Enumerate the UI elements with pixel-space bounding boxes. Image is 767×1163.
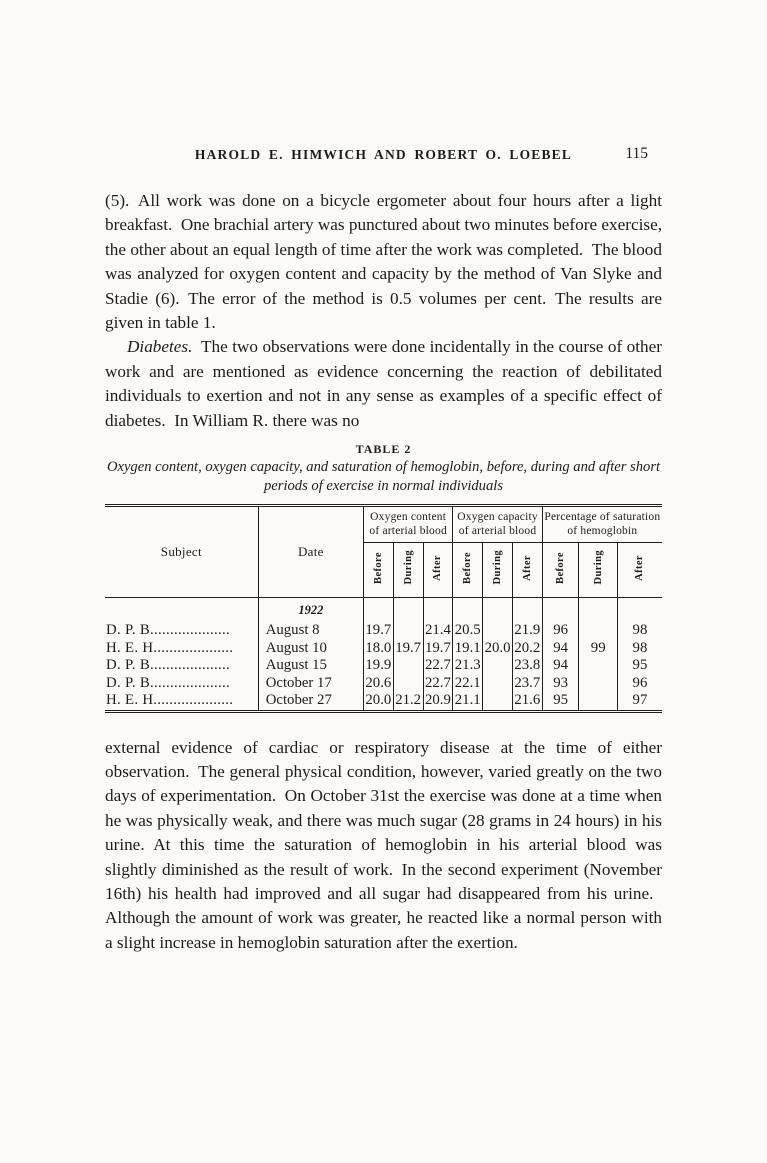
value-cell: 20.2	[514, 639, 541, 656]
table-row	[105, 675, 662, 693]
subcolumn-header-before: Before	[453, 543, 483, 598]
value-cell: 20.0	[484, 639, 511, 656]
year-cell: 1922	[258, 598, 363, 623]
subcolumn-header-during: During	[483, 543, 513, 598]
value-cell	[393, 622, 423, 640]
value-cell: 19.7	[424, 639, 451, 656]
paragraph-methods-text: (5). All work was done on a bicycle ergometer about four hours after a light breakfast. One brachial artery was punctured about two minutes before exercise, the other about an equal length of time after the work was completed. The blood was analyzed for oxygen content and capacity by the method of Van Slyke and Stadie (6). The error of the method is 0.5 volumes per cent. The results are given in table 1.	[105, 191, 662, 333]
paragraph-discussion	[105, 736, 662, 956]
value-cell	[579, 622, 617, 640]
paragraph-diabetes-lead: Diabetes.	[127, 337, 193, 357]
value-cell: 19.9	[365, 657, 392, 674]
empty-cell	[105, 598, 258, 623]
value-cell: 96	[617, 675, 662, 693]
subject-cell: D. P. B....................	[106, 674, 231, 691]
table-row	[105, 692, 662, 711]
value-cell: 19.7	[395, 639, 422, 656]
value-cell: 19.1	[454, 639, 481, 656]
value-cell: 21.9	[514, 622, 541, 639]
results-table	[105, 504, 662, 713]
value-cell: 19.7	[365, 622, 392, 639]
subcolumn-header-during: During	[579, 543, 617, 598]
date-cell: August 15	[258, 657, 363, 675]
table-row-year	[105, 598, 662, 623]
value-cell: 22.1	[454, 674, 481, 691]
date-cell: August 10	[258, 640, 363, 658]
value-cell: 21.2	[393, 692, 423, 711]
subcolumn-header-after: After	[512, 543, 542, 598]
table-label: TABLE 2	[355, 442, 412, 457]
value-cell: 98	[617, 622, 662, 640]
running-head-authors: HAROLD E. HIMWICH AND ROBERT O. LOEBEL	[194, 147, 573, 162]
date-cell: October 27	[258, 692, 363, 711]
subject-cell: H. E. H....................	[106, 639, 234, 656]
value-cell: 20.0	[363, 692, 393, 711]
paragraph-discussion-text: external evidence of cardiac or respiratory disease at the time of either observation. The general physical condition, however, varied greatly on the two days of experimentation. On October 31st the exercise was done at a time when he was physically weak, and there was much sugar (28 grams in 24 hours) in his urine. At this time the saturation of hemoglobin in his arterial blood was slightly diminished as the result of work. In the second experiment (November 16th) his health had improved and all sugar had disappeared from his urine. Although the amount of work was greater, he reacted like a normal person with a slight increase in hemoglobin saturation after the exertion.	[105, 737, 662, 952]
paragraph-diabetes-text: The two observations were done incidentally in the course of other work and are mentioned as evidence concerning the reaction of debilitated individuals to exertion and not in any sense as examples of a specific effect of diabetes. In William R. there was no	[105, 337, 662, 430]
value-cell: 98	[617, 640, 662, 658]
date-cell: August 8	[258, 622, 363, 640]
value-cell	[579, 675, 617, 693]
value-cell	[393, 657, 423, 675]
value-cell: 20.9	[423, 692, 453, 711]
value-cell: 95	[617, 657, 662, 675]
value-cell: 94	[542, 657, 579, 675]
group-header-saturation: Percentage of saturation of hemoglobin	[542, 506, 662, 543]
subject-cell: H. E. H....................	[106, 692, 234, 709]
value-cell: 20.6	[365, 674, 392, 691]
table-row	[105, 622, 662, 640]
value-cell	[483, 622, 513, 640]
subcolumn-header-before: Before	[542, 543, 579, 598]
value-cell	[483, 692, 513, 711]
running-head	[105, 147, 662, 163]
value-cell: 94	[542, 640, 579, 658]
value-cell	[483, 675, 513, 693]
value-cell: 21.1	[453, 692, 483, 711]
value-cell: 22.7	[424, 657, 451, 674]
value-cell	[579, 692, 617, 711]
page-number: 115	[625, 145, 648, 162]
table-row	[105, 657, 662, 675]
value-cell: 96	[542, 622, 579, 640]
value-cell: 97	[617, 692, 662, 711]
subcolumn-header-after: After	[423, 543, 453, 598]
subject-cell: D. P. B....................	[106, 657, 231, 674]
paragraph-diabetes	[105, 335, 662, 433]
subject-cell: D. P. B....................	[106, 622, 231, 639]
group-header-oxygen-capacity: Oxygen capacity of arterial blood	[453, 506, 542, 543]
value-cell: 18.0	[365, 639, 392, 656]
value-cell: 21.4	[424, 622, 451, 639]
value-cell: 93	[542, 675, 579, 693]
value-cell	[393, 675, 423, 693]
paragraph-methods	[105, 189, 662, 335]
column-header-subject: Subject	[105, 506, 258, 598]
value-cell: 21.3	[454, 657, 481, 674]
value-cell: 22.7	[424, 674, 451, 691]
column-header-date: Date	[258, 506, 363, 598]
table-caption: Oxygen content, oxygen capacity, and saturation of hemoglobin, before, during and after short periods of exercise in normal individuals	[106, 459, 661, 494]
group-header-oxygen-content: Oxygen content of arterial blood	[363, 506, 452, 543]
value-cell: 23.7	[514, 674, 541, 691]
value-cell: 95	[542, 692, 579, 711]
value-cell	[483, 657, 513, 675]
subcolumn-header-during: During	[393, 543, 423, 598]
value-cell	[579, 657, 617, 675]
date-cell: October 17	[258, 675, 363, 693]
value-cell: 99	[579, 640, 617, 658]
table-row	[105, 640, 662, 658]
subcolumn-header-after: After	[617, 543, 662, 598]
subcolumn-header-before: Before	[363, 543, 393, 598]
value-cell: 21.6	[512, 692, 542, 711]
value-cell: 23.8	[514, 657, 541, 674]
value-cell: 20.5	[454, 622, 481, 639]
